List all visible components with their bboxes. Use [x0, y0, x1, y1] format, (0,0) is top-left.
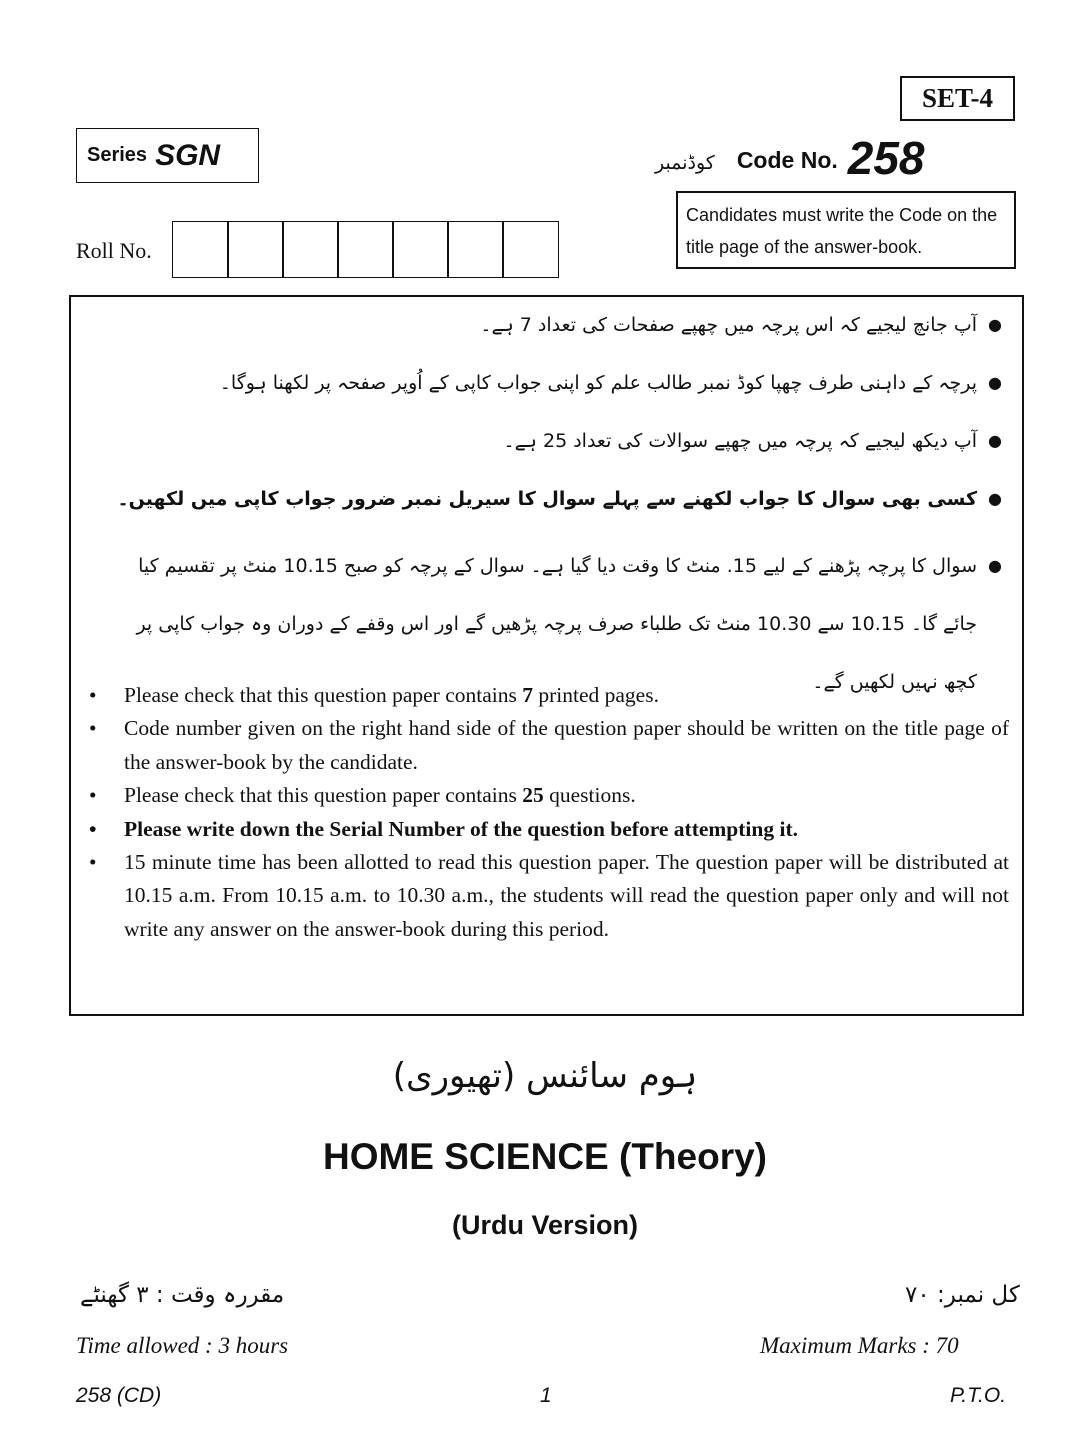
roll-number-cell[interactable]	[227, 221, 284, 278]
max-marks-urdu: کل نمبر: ۷۰	[905, 1282, 1020, 1308]
roll-number-cell[interactable]	[282, 221, 339, 278]
code-number: 258	[847, 132, 925, 184]
code-number-row	[655, 124, 985, 184]
subject-title: HOME SCIENCE (Theory)	[322, 1136, 768, 1177]
series-box	[76, 128, 259, 183]
list-item: • Please check that this question paper contains 7 printed pages.	[89, 683, 659, 707]
list-item: ● پرچہ کے داہنی طرف چھپا کوڈ نمبر طالب علم کو اپنی جواب کاپی کے اُوپر صفحہ پر لکھنا ہوگا۔	[219, 372, 1002, 394]
list-item: • Please write down the Serial Number of the question before attempting it.	[89, 816, 798, 841]
time-allowed-urdu: مقررہ وقت : ۳ گھنٹے	[80, 1282, 285, 1308]
code-note-box: Candidates must write the Code on the title page of the answer-book.	[676, 191, 1016, 269]
series-label: Series	[87, 144, 148, 166]
list-item: • Please check that this question paper contains 25 questions.	[89, 783, 636, 808]
roll-number-cell[interactable]	[502, 221, 559, 278]
roll-number-cell[interactable]	[392, 221, 449, 278]
roll-number-boxes	[172, 221, 559, 278]
series-value: SGN	[155, 138, 221, 172]
list-item: • Code number given on the right hand side of the question paper should be written on the title page of the answer-book by the candidate.	[89, 716, 1009, 774]
max-marks: Maximum Marks : 70	[760, 1333, 959, 1358]
list-item: ● کسی بھی سوال کا جواب لکھنے سے پہلے سوال کا سیریل نمبر ضرور جواب کاپی میں لکھیں۔	[117, 488, 1002, 510]
urdu-instructions	[102, 305, 1002, 711]
footer-code: 258 (CD)	[76, 1384, 162, 1407]
set-label: SET-4	[900, 76, 1015, 121]
list-item: ● آپ دیکھ لیجیے کہ پرچہ میں چھپے سوالات کی تعداد 25 ہے۔	[503, 430, 1002, 452]
footer-pto: P.T.O.	[950, 1384, 1007, 1407]
code-label-urdu: کوڈنمبر	[655, 152, 715, 174]
code-label: Code No.	[736, 147, 838, 173]
page-number: 1	[540, 1384, 552, 1407]
list-item: ● آپ جانچ لیجیے کہ اس پرچہ میں چھپے صفحات کی تعداد 7 ہے۔	[480, 314, 1002, 336]
roll-number-label: Roll No.	[76, 238, 152, 263]
roll-number-cell[interactable]	[447, 221, 504, 278]
list-item: ● سوال کا پرچہ پڑھنے کے لیے 15. منٹ کا وقت دیا گیا ہے۔ سوال کے پرچہ کو صبح 10.15 منٹ پر تقسیم کیا جائے گا۔ 10.15 سے 10.30 منٹ تک طلباء صرف پرچہ پڑھیں گے اور اس وقفے کے دوران وہ جواب کاپی پر کچھ نہیں لکھیں گے۔	[136, 555, 1002, 693]
roll-number-cell[interactable]	[337, 221, 394, 278]
english-instructions	[87, 679, 1009, 946]
roll-number-cell[interactable]	[172, 221, 229, 278]
list-item: • 15 minute time has been allotted to read this question paper. The question paper will be distributed at 10.15 a.m. From 10.15 a.m. to 10.30 a.m., the students will read the question paper only and will not write any answer on the answer-book during this period.	[89, 850, 1009, 941]
subject-title-urdu: ہوم سائنس (تھیوری)	[392, 1056, 698, 1096]
instructions-box	[69, 295, 1024, 1016]
time-allowed: Time allowed : 3 hours	[76, 1333, 289, 1358]
version-label: (Urdu Version)	[451, 1210, 639, 1240]
